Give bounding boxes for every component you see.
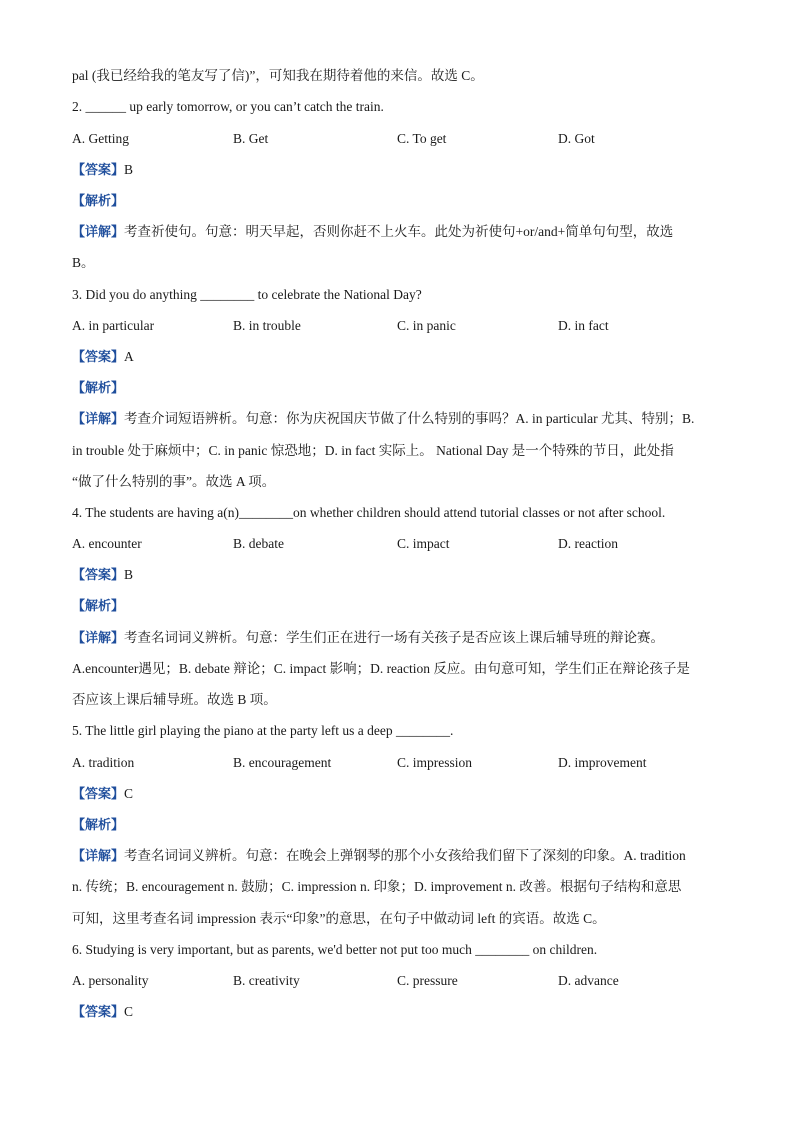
q3-answer-value: A [124,349,134,364]
q4-option-d: D. reaction [558,536,618,551]
q3-detail-line-2: in trouble 处于麻烦中；C. in panic 惊恐地；D. in fact 实际上。 National Day 是一个特殊的节日，此处指 [72,443,674,458]
q3-option-b: B. in trouble [233,318,301,333]
detail-tag: 【详解】 [72,849,125,864]
answer-tag: 【答案】 [72,568,125,583]
q6-option-c: C. pressure [397,973,458,988]
answer-tag: 【答案】 [72,1005,125,1020]
detail-tag: 【详解】 [72,631,125,646]
q5-answer-value: C [124,786,134,801]
q3-option-a: A. in particular [72,318,155,333]
answer-tag: 【答案】 [72,163,125,178]
q2-option-c: C. To get [397,131,447,146]
q4-answer-value: B [124,567,134,582]
q2-detail-line-2: B。 [72,255,95,270]
q4-answer [72,565,724,586]
question-4-stem: 4. The students are having a(n)________on whether children should attend tutorial classes or not after school. [72,505,666,520]
q2-option-d: D. Got [558,131,595,146]
q3-answer [72,347,724,368]
q4-detail-line-2: A.encounter遇见；B. debate 辩论；C. impact 影响；D. reaction 反应。由句意可知，学生们正在辩论孩子是 [72,661,690,676]
q3-detail-text-1: 考查介词短语辨析。句意：你为庆祝国庆节做了什么特别的事吗？A. in particular 尤其、特别；B. [124,411,695,426]
q5-analysis [72,815,724,836]
q3-detail-line-1 [72,409,724,430]
answer-tag: 【答案】 [72,350,125,365]
q2-detail-text-1: 考查祈使句。句意：明天早起，否则你赶不上火车。此处为祈使句+or/and+简单句句型，故选 [124,224,674,239]
q4-analysis [72,596,724,617]
answer-tag: 【答案】 [72,787,125,802]
q5-detail-text-1: 考查名词词义辨析。句意：在晚会上弹钢琴的那个小女孩给我们留下了深刻的印象。A. tradition [124,848,686,863]
q6-answer [72,1002,724,1023]
q4-detail-text-1: 考查名词词义辨析。句意：学生们正在进行一场有关孩子是否应该上课后辅导班的辩论赛。 [124,630,665,645]
q3-option-c: C. in panic [397,318,456,333]
detail-tag: 【详解】 [72,225,125,240]
q4-option-a: A. encounter [72,536,142,551]
analysis-tag: 【解析】 [72,381,125,396]
q2-option-a: A. Getting [72,131,129,146]
q3-option-d: D. in fact [558,318,609,333]
q2-answer-value: B [124,162,134,177]
q6-option-a: A. personality [72,973,149,988]
analysis-tag: 【解析】 [72,818,125,833]
q6-answer-value: C [124,1004,134,1019]
q4-detail-line-3: 否应该上课后辅导班。故选 B 项。 [72,692,277,707]
question-3-stem: 3. Did you do anything ________ to celebrate the National Day? [72,287,422,302]
q2-answer [72,160,724,181]
q2-option-b: B. Get [233,131,269,146]
q2-analysis [72,191,724,212]
q6-option-d: D. advance [558,973,619,988]
q5-answer [72,784,724,805]
q6-option-b: B. creativity [233,973,300,988]
question-5-stem: 5. The little girl playing the piano at the party left us a deep ________. [72,723,454,738]
q4-detail-line-1 [72,628,724,649]
question-2-stem: 2. ______ up early tomorrow, or you can’t catch the train. [72,99,384,114]
analysis-tag: 【解析】 [72,194,125,209]
q5-option-c: C. impression [397,755,473,770]
q5-detail-line-3: 可知，这里考查名词 impression 表示“印象”的意思，在句子中做动词 left 的宾语。故选 C。 [72,911,606,926]
q2-detail-line-1 [72,222,724,243]
q5-option-b: B. encouragement [233,755,332,770]
q3-analysis [72,378,724,399]
q3-detail-line-3: “做了什么特别的事”。故选 A 项。 [72,474,276,489]
q5-detail-line-1 [72,846,724,867]
analysis-tag: 【解析】 [72,599,125,614]
intro-text: pal (我已经给我的笔友写了信)”，可知我在期待着他的来信。故选 C。 [72,68,484,83]
question-6-stem: 6. Studying is very important, but as parents, we'd better not put too much ________ on children. [72,942,598,957]
q4-option-b: B. debate [233,536,284,551]
q5-option-a: A. tradition [72,755,135,770]
q4-option-c: C. impact [397,536,450,551]
q5-detail-line-2: n. 传统；B. encouragement n. 鼓励；C. impression n. 印象；D. improvement n. 改善。根据句子结构和意思 [72,879,682,894]
detail-tag: 【详解】 [72,412,125,427]
q5-option-d: D. improvement [558,755,647,770]
